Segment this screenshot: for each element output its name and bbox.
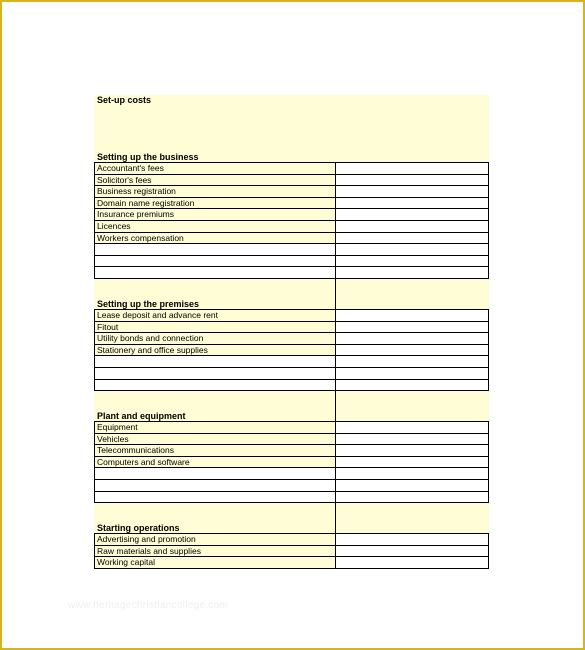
table-row (94, 162, 489, 174)
row-label: Accountant's fees (94, 163, 335, 174)
amount-cell[interactable] (335, 480, 489, 491)
row-label[interactable] (94, 480, 335, 491)
section-rows-premises (94, 309, 489, 391)
amount-cell[interactable] (335, 345, 489, 356)
amount-cell[interactable] (335, 186, 489, 197)
table-row (94, 479, 489, 491)
row-label[interactable] (94, 244, 335, 255)
table-row (94, 456, 489, 468)
table-row (94, 185, 489, 197)
table-row (94, 309, 489, 321)
table-row (94, 545, 489, 557)
amount-cell[interactable] (335, 422, 489, 433)
table-row (94, 421, 489, 433)
amount-cell[interactable] (335, 322, 489, 333)
row-label[interactable] (94, 492, 335, 503)
table-row (94, 379, 489, 391)
table-row (94, 332, 489, 344)
amount-cell[interactable] (335, 380, 489, 391)
table-row (94, 491, 489, 503)
section-title: Setting up the business (97, 152, 199, 162)
table-row (94, 197, 489, 209)
row-label: Vehicles (94, 434, 335, 445)
amount-cell[interactable] (335, 209, 489, 220)
section-rows-operations (94, 533, 489, 569)
section-title: Plant and equipment (97, 411, 186, 422)
table-row (94, 355, 489, 367)
row-label: Workers compensation (94, 233, 335, 244)
table-row (94, 243, 489, 255)
amount-cell[interactable] (335, 546, 489, 557)
table-row (94, 556, 489, 568)
table-row (94, 367, 489, 379)
amount-cell[interactable] (335, 557, 489, 568)
amount-cell[interactable] (335, 468, 489, 479)
row-label[interactable] (94, 368, 335, 379)
row-label[interactable] (94, 468, 335, 479)
row-label: Computers and software (94, 457, 335, 468)
table-row (94, 321, 489, 333)
amount-cell[interactable] (335, 445, 489, 456)
amount-cell[interactable] (335, 175, 489, 186)
row-label: Licences (94, 221, 335, 232)
amount-cell[interactable] (335, 163, 489, 174)
amount-cell[interactable] (335, 368, 489, 379)
sheet-title: Set-up costs (97, 95, 152, 105)
table-row (94, 255, 489, 267)
row-label: Solicitor's fees (94, 175, 335, 186)
watermark-text: www.heritagechristiancollege.com (68, 600, 229, 611)
table-row (94, 533, 489, 545)
section-title: Setting up the premises (97, 298, 200, 309)
row-label: Working capital (94, 557, 335, 568)
row-label: Fitout (94, 322, 335, 333)
row-label: Lease deposit and advance rent (94, 310, 335, 321)
table-row (94, 208, 489, 220)
amount-cell[interactable] (335, 457, 489, 468)
amount-cell[interactable] (335, 534, 489, 545)
section-heading-plant (94, 391, 489, 421)
row-label: Telecommunications (94, 445, 335, 456)
amount-cell[interactable] (335, 492, 489, 503)
title-block (94, 95, 489, 145)
amount-cell[interactable] (335, 267, 489, 278)
row-label: Raw materials and supplies (94, 546, 335, 557)
section-title: Starting operations (97, 523, 180, 534)
amount-cell[interactable] (335, 233, 489, 244)
row-label: Advertising and promotion (94, 534, 335, 545)
row-label[interactable] (94, 256, 335, 267)
row-label: Stationery and office supplies (94, 345, 335, 356)
row-label: Business registration (94, 186, 335, 197)
section-rows-business (94, 162, 489, 279)
table-row (94, 433, 489, 445)
section-heading-business (94, 145, 489, 162)
table-row (94, 467, 489, 479)
page (2, 2, 583, 648)
section-rows-plant (94, 421, 489, 503)
section-heading-operations (94, 503, 489, 533)
row-label: Insurance premiums (94, 209, 335, 220)
amount-cell[interactable] (335, 244, 489, 255)
row-label: Domain name registration (94, 198, 335, 209)
table-row (94, 220, 489, 232)
row-label: Equipment (94, 422, 335, 433)
row-label: Utility bonds and connection (94, 333, 335, 344)
amount-cell[interactable] (335, 333, 489, 344)
amount-cell[interactable] (335, 256, 489, 267)
cost-sheet (94, 95, 489, 569)
row-label[interactable] (94, 356, 335, 367)
row-label[interactable] (94, 267, 335, 278)
table-row (94, 232, 489, 244)
section-heading-premises (94, 279, 489, 309)
table-row (94, 344, 489, 356)
amount-cell[interactable] (335, 221, 489, 232)
amount-cell[interactable] (335, 356, 489, 367)
row-label[interactable] (94, 380, 335, 391)
table-row (94, 444, 489, 456)
amount-cell[interactable] (335, 434, 489, 445)
table-row (94, 174, 489, 186)
amount-cell[interactable] (335, 198, 489, 209)
amount-cell[interactable] (335, 310, 489, 321)
table-row (94, 266, 489, 278)
